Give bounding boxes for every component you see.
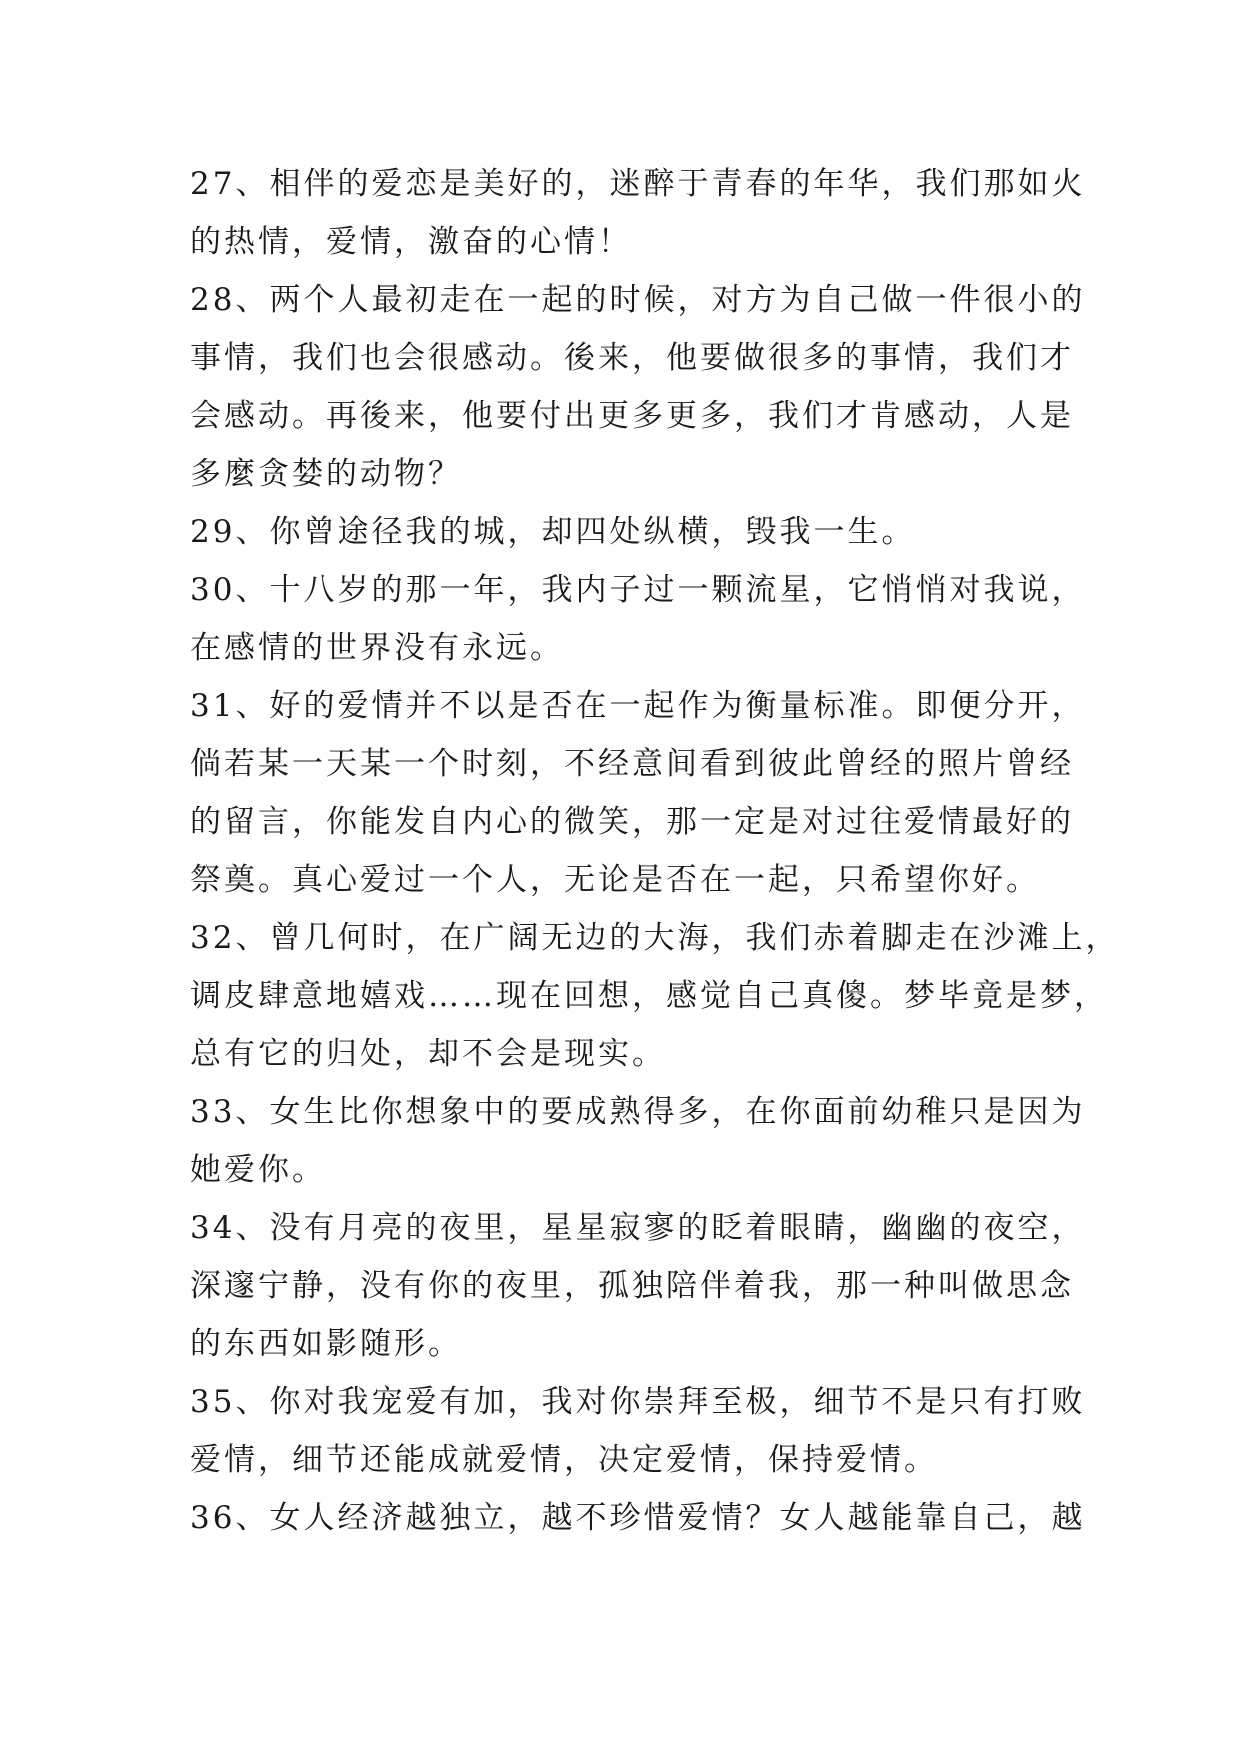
text-line: 33、女生比你想象中的要成熟得多，在你面前幼稚只是因为 [190, 1094, 1086, 1130]
text-line: 事情，我们也会很感动。後来，他要做很多的事情，我们才 [190, 340, 1074, 376]
text-line: 祭奠。真心爱过一个人，无论是否在一起，只希望你好。 [190, 862, 1040, 898]
text-line: 32、曾几何时，在广阔无边的大海，我们赤着脚走在沙滩上， [190, 920, 1120, 956]
text-line: 在感情的世界没有永远。 [190, 630, 564, 666]
text-line: 总有它的归处，却不会是现实。 [190, 1036, 666, 1072]
text-line: 36、女人经济越独立，越不珍惜爱情？女人越能靠自己，越 [190, 1500, 1086, 1536]
text-line: 的留言，你能发自内心的微笑，那一定是对过往爱情最好的 [190, 804, 1074, 840]
document-body [190, 155, 1120, 1547]
text-line: 29、你曾途径我的城，却四处纵横，毁我一生。 [190, 514, 916, 550]
text-line: 深邃宁静，没有你的夜里，孤独陪伴着我，那一种叫做思念 [190, 1268, 1074, 1304]
text-line: 多麼贪婪的动物？ [190, 456, 462, 492]
text-line: 爱情，细节还能成就爱情，决定爱情，保持爱情。 [190, 1442, 938, 1478]
text-line: 的东西如影随形。 [190, 1326, 462, 1362]
text-line: 34、没有月亮的夜里，星星寂寥的眨着眼睛，幽幽的夜空， [190, 1210, 1086, 1246]
text-line: 倘若某一天某一个时刻，不经意间看到彼此曾经的照片曾经 [190, 746, 1074, 782]
text-line: 调皮肆意地嬉戏……现在回想，感觉自己真傻。梦毕竟是梦， [190, 978, 1108, 1014]
text-line: 35、你对我宠爱有加，我对你崇拜至极，细节不是只有打败 [190, 1384, 1086, 1420]
text-line: 28、两个人最初走在一起的时候，对方为自己做一件很小的 [190, 282, 1086, 318]
text-line: 的热情，爱情，激奋的心情！ [190, 224, 632, 260]
text-line: 27、相伴的爱恋是美好的，迷醉于青春的年华，我们那如火 [190, 166, 1086, 202]
text-line: 31、好的爱情并不以是否在一起作为衡量标准。即便分开， [190, 688, 1086, 724]
text-line: 30、十八岁的那一年，我内子过一颗流星，它悄悄对我说， [190, 572, 1086, 608]
text-line: 她爱你。 [190, 1152, 326, 1188]
text-line: 会感动。再後来，他要付出更多更多，我们才肯感动，人是 [190, 398, 1074, 434]
